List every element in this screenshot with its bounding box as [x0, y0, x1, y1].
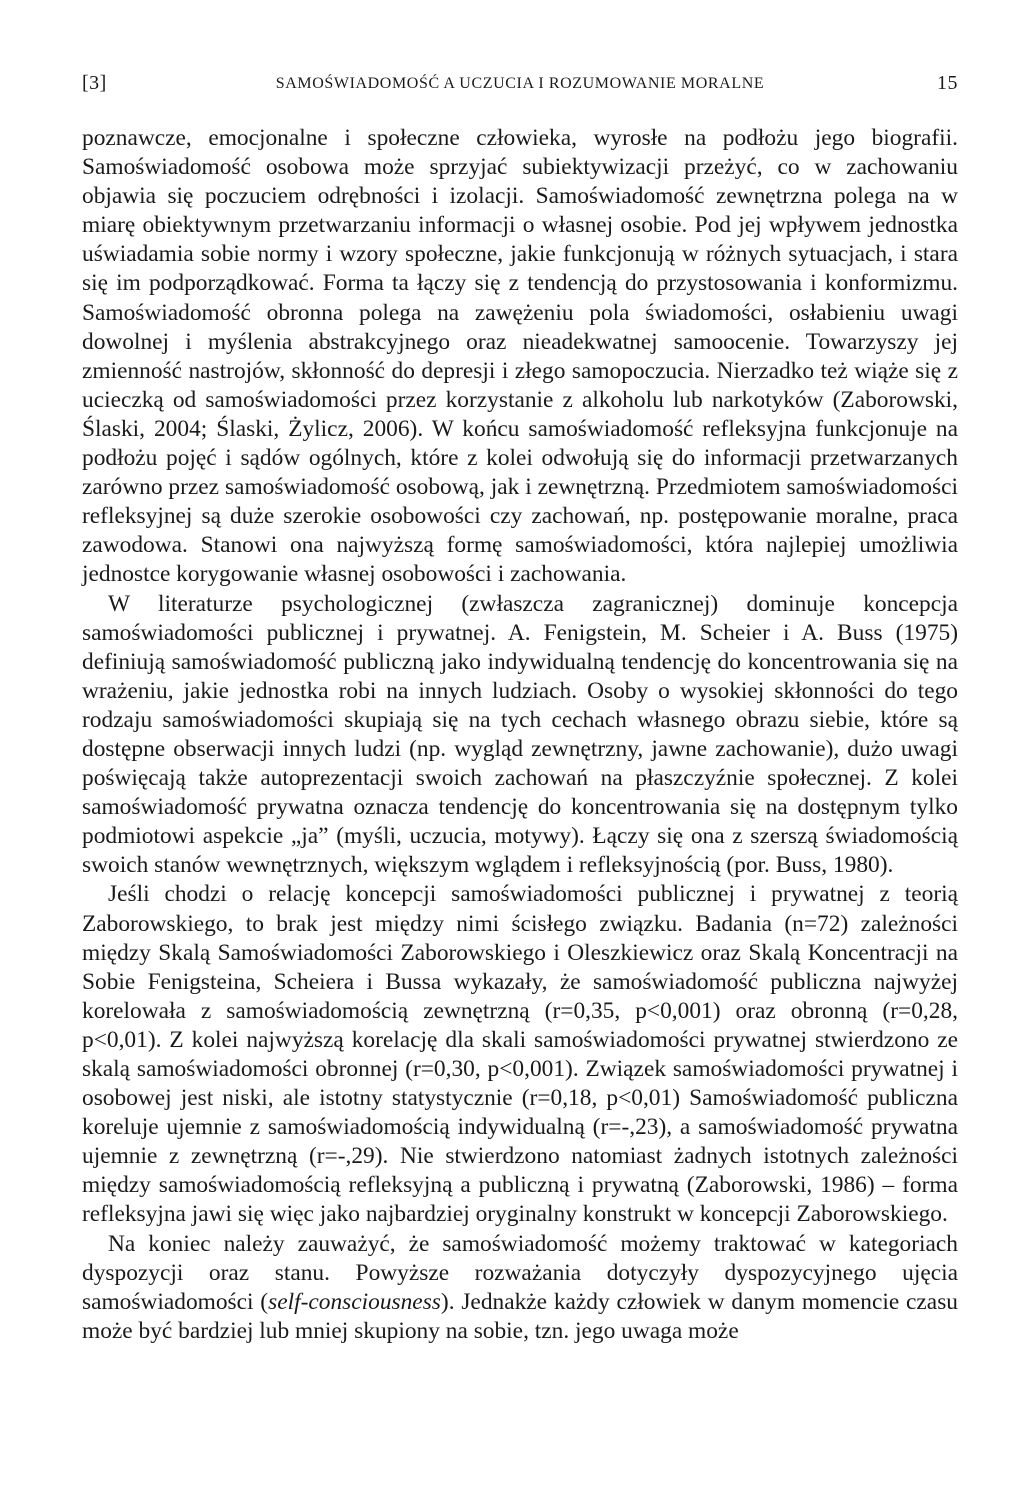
paragraph-4-text-after: ). Jednakże każdy człowiek w danym momencie czasu może być bardziej lub mniej skupiony na sobie, tzn. jego uwaga może [82, 1288, 958, 1344]
book-page [82, 62, 958, 1346]
paragraph-4-text-before: Na koniec należy zauważyć, że samoświadomość możemy traktować w kategoriach dyspozycji oraz stanu. Powyższe rozważania dotyczyły dyspozycyjnego ujęcia samoświadomości ( [82, 1230, 958, 1315]
body-text [82, 124, 958, 1346]
running-header [82, 62, 958, 102]
paragraph-2: W literaturze psychologicznej (zwłaszcza zagranicznej) dominuje koncepcja samoświadomości publicznej i prywatnej. A. Fenigstein, M. Scheier i A. Buss (1975) definiują samoświadomość publiczną jako indywidualną tendencję do koncentrowania się na wrażeniu, jakie jednostka robi na innych ludziach. Osoby o wysokiej skłonności do tego rodzaju samoświadomości skupiają się na tych cechach własnego obrazu siebie, które są dostępne obserwacji innych ludzi (np. wygląd zewnętrzny, jawne zachowanie), dużo uwagi poświęcają także autoprezentacji swoich zachowań na płaszczyźnie społecznej. Z kolei samoświadomość prywatna oznacza tendencję do koncentrowania się na dostępnym tylko podmiotowi aspekcie „ja” (myśli, uczucia, motywy). Łączy się ona z szerszą świadomością swoich stanów wewnętrznych, większym wglądem i refleksyjnością (por. Buss, 1980). [82, 590, 958, 879]
running-title: SAMOŚWIADOMOŚĆ A UCZUCIA I ROZUMOWANIE MORALNE [275, 75, 765, 92]
section-number: [3] [82, 72, 107, 94]
paragraph-3: Jeśli chodzi o relację koncepcji samoświadomości publicznej i prywatnej z teorią Zaborowskiego, to brak jest między nimi ścisłego związku. Badania (n=72) zależności między Skalą Samoświadomości Zaborowskiego i Oleszkiewicz oraz Skalą Koncentracji na Sobie Fenigsteina, Scheiera i Bussa wykazały, że samoświadomość publiczna najwyżej korelowała z samoświadomością zewnętrzną (r=0,35, p<0,001) oraz obronną (r=0,28, p<0,01). Z kolei najwyższą korelację dla skali samoświadomości prywatnej stwierdzono ze skalą samoświadomości obronnej (r=0,30, p<0,001). Związek samoświadomości prywatnej i osobowej jest niski, ale istotny statystycznie (r=0,18, p<0,01) Samoświadomość publiczna koreluje ujemnie z samoświadomością indywidualną (r=-,23), a samoświadomość prywatna ujemnie z zewnętrzną (r=-,29). Nie stwierdzono natomiast żadnych istotnych zależności między samoświadomością refleksyjną a publiczną i prywatną (Zaborowski, 1986) – forma refleksyjna jawi się więc jako najbardziej oryginalny konstrukt w koncepcji Zaborowskiego. [82, 881, 958, 1228]
page-number: 15 [937, 72, 958, 94]
paragraph-4 [82, 1230, 958, 1346]
paragraph-1: poznawcze, emocjonalne i społeczne człowieka, wyrosłe na podłożu jego biografii. Samoświadomość osobowa może sprzyjać subiektywizacji przeżyć, co w zachowaniu objawia się poczuciem odrębności i izolacji. Samoświadomość zewnętrzna polega na w miarę obiektywnym przetwarzaniu informacji o własnej osobie. Pod jej wpływem jednostka uświadamia sobie normy i wzory społeczne, jakie funkcjonują w różnych sytuacjach, i stara się im podporządkować. Forma ta łączy się z tendencją do przystosowania i konformizmu. Samoświadomość obronna polega na zawężeniu pola świadomości, osłabieniu uwagi dowolnej i myślenia abstrakcyjnego oraz nieadekwatnej samoocenie. Towarzyszy jej zmienność nastrojów, skłonność do depresji i złego samopoczucia. Nierzadko też wiąże się z ucieczką od samoświadomości przez korzystanie z alkoholu lub narkotyków (Zaborowski, Ślaski, 2004; Ślaski, Żylicz, 2006). W końcu samoświadomość refleksyjna funkcjonuje na podłożu pojęć i sądów ogólnych, które z kolei odwołują się do informacji przetwarzanych zarówno przez samoświadomość osobową, jak i zewnętrzną. Przedmiotem samoświadomości refleksyjnej są duże szerokie osobowości czy zachowań, np. postępowanie moralne, praca zawodowa. Stanowi ona najwyższą formę samoświadomości, która najlepiej umożliwia jednostce korygowanie własnej osobowości i zachowania. [82, 125, 958, 588]
paragraph-4-italic-term: self-consciousness [268, 1288, 441, 1315]
